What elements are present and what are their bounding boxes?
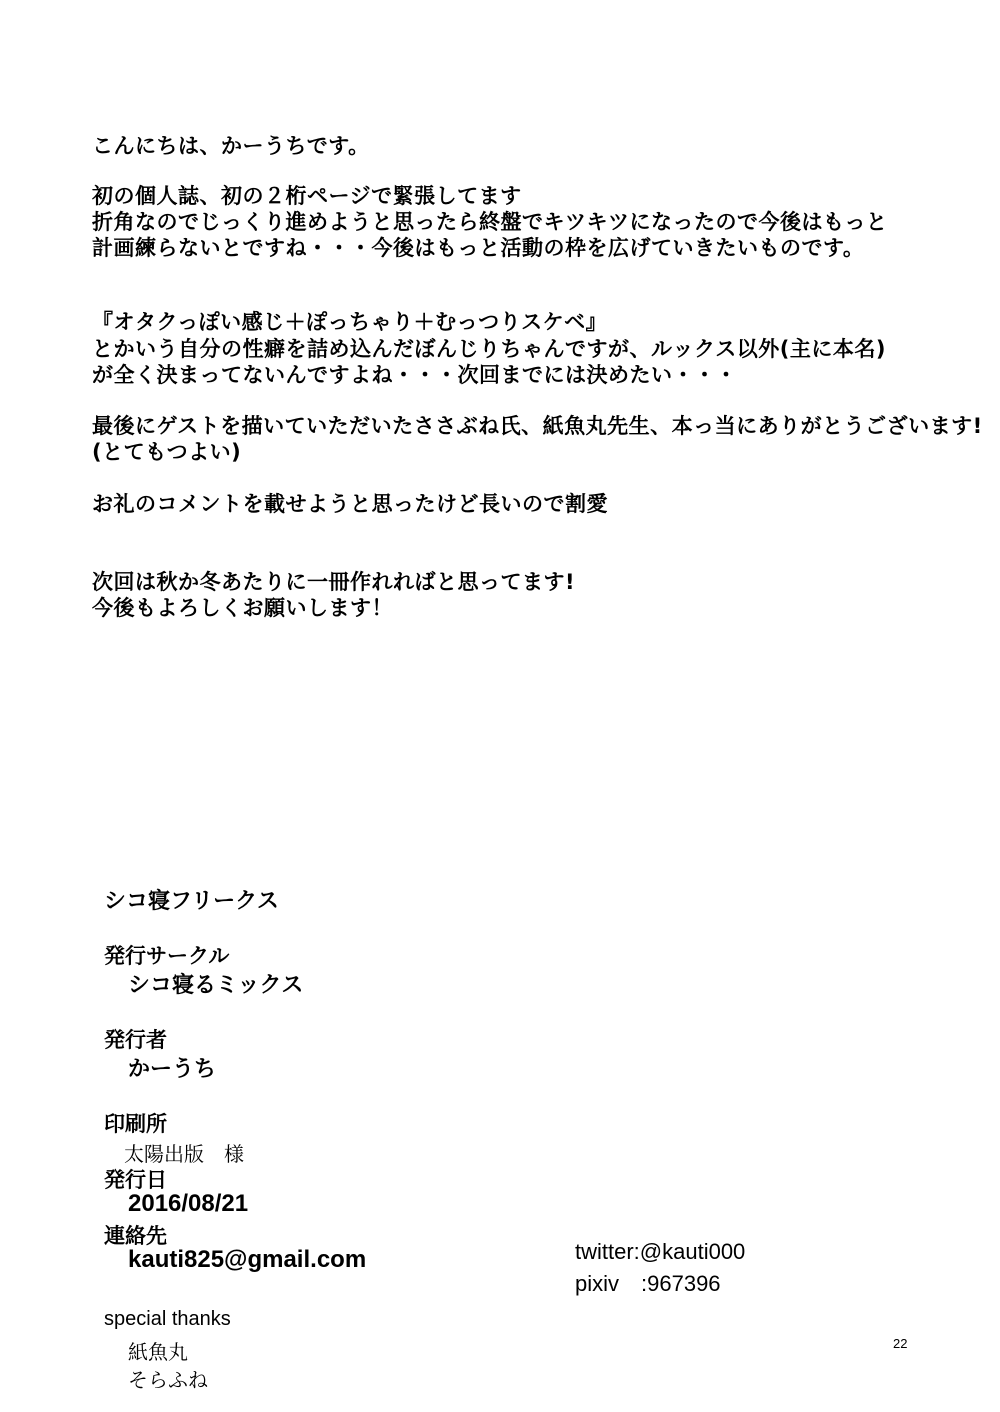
date-value: 2016/08/21	[128, 1190, 249, 1217]
afterword-line: 最後にゲストを描いていただいたささぶね氏、紙魚丸先生、本っ当にありがとうございます!	[92, 414, 983, 438]
page-number: 22	[893, 1336, 908, 1351]
printer-label: 印刷所	[104, 1112, 167, 1136]
book-title: シコ寝フリークス	[104, 889, 279, 914]
afterword-line: (とてもつよい)	[92, 440, 242, 464]
pixiv-id: pixiv :967396	[575, 1271, 721, 1296]
afterword-line: とかいう自分の性癖を詰め込んだぼんじりちゃんですが、ルックス以外(主に本名)	[92, 337, 886, 361]
twitter-handle: twitter:@kauti000	[575, 1239, 746, 1264]
afterword-line: 計画練らないとですね・・・今後はもっと活動の枠を広げていきたいものです。	[92, 236, 865, 260]
thanks-name: そらふね	[128, 1368, 208, 1392]
afterword-line-greeting: こんにちは、かーうちです。	[92, 134, 370, 158]
printer-value: 太陽出版 様	[124, 1142, 244, 1166]
contact-email: kauti825@gmail.com	[128, 1246, 367, 1273]
afterword-line: が全く決まってないんですよね・・・次回までには決めたい・・・	[92, 363, 737, 387]
contact-label: 連絡先	[104, 1224, 167, 1248]
afterword-line: 今後もよろしくお願いします！	[92, 596, 393, 620]
publisher-value: かーうち	[128, 1057, 217, 1082]
circle-value: シコ寝るミックス	[128, 973, 304, 998]
circle-label: 発行サークル	[104, 944, 230, 968]
thanks-name: 紙魚丸	[128, 1340, 188, 1364]
afterword-line: お礼のコメントを載せようと思ったけど長いので割愛	[92, 492, 608, 516]
date-label: 発行日	[104, 1168, 167, 1192]
afterword-line: 『オタクっぽい感じ＋ぽっちゃり＋むっつりスケベ』	[92, 310, 608, 334]
publisher-label: 発行者	[104, 1028, 167, 1052]
special-thanks-label: special thanks	[104, 1308, 231, 1330]
afterword-line: 初の個人誌、初の２桁ページで緊張してます	[92, 184, 522, 208]
afterword-line: 次回は秋か冬あたりに一冊作れればと思ってます!	[92, 570, 576, 594]
afterword-line: 折角なのでじっくり進めようと思ったら終盤でキツキツになったので今後はもっと	[92, 210, 888, 234]
